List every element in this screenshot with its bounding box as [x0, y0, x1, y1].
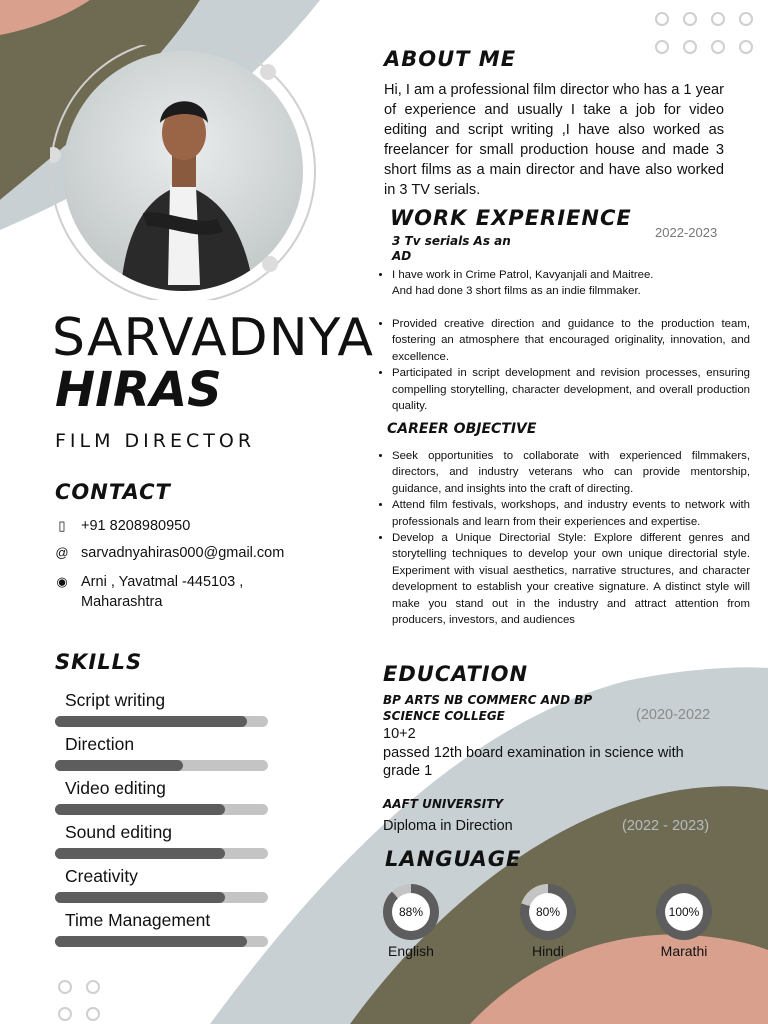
location-icon: ◉	[56, 574, 68, 589]
list-item: • Develop a Unique Directorial Style: Explore different genres and storytelling techniques to develop your own unique directorial style. Experiment with visual aesthetics, narrative structures, and character development to establish your creative signature. A distinct style will make you stand out in the industry and attract attention from producers, investors, and audiences	[392, 530, 750, 628]
skill-item	[55, 910, 268, 947]
skill-bar-fill	[55, 892, 225, 903]
about-text: Hi, I am a professional film director who has a 1 year of experience and usually I take a job for video editing and script writing ,I have also worked as freelancer for small production house and made 3 short films as a main director and have also worked in 3 TV serials.	[384, 82, 724, 198]
list-item: • I have work in Crime Patrol, Kavyanjali and Maitree. And had done 3 short films as an indie filmmaker.	[392, 267, 750, 300]
skill-label: Direction	[65, 734, 135, 754]
language-ring	[383, 884, 439, 940]
phone-text: +91 8208980950	[81, 518, 191, 534]
school2-name: AAFT UNIVERSITY	[383, 797, 504, 811]
last-name: HIRAS	[55, 362, 222, 418]
school1-name: BP ARTS NB COMMERC AND BP SCIENCE COLLEGE	[383, 693, 593, 723]
language-name: Marathi	[660, 943, 708, 959]
list-item: • Attend film festivals, workshops, and industry events to network with professionals and learn from their experiences and expertise.	[392, 497, 750, 530]
phone-icon: ▯	[58, 518, 66, 533]
list-item: • Provided creative direction and guidance to the production team, fostering an atmosphere that encouraged originality, innovation, and excellence.	[392, 316, 750, 365]
skill-label: Creativity	[65, 866, 138, 886]
first-name: SARVADNYA	[52, 308, 374, 368]
skill-item	[55, 778, 268, 815]
language-ring	[520, 884, 576, 940]
language-percent: 80%	[529, 893, 567, 931]
contact-heading: CONTACT	[55, 480, 171, 504]
skill-bar	[55, 760, 268, 771]
work-bullets	[377, 316, 750, 414]
at-icon: @	[55, 545, 69, 560]
contact-phone	[55, 518, 190, 534]
language-percent: 100%	[665, 893, 703, 931]
skill-label: Video editing	[65, 778, 166, 798]
work-date: 2022-2023	[655, 225, 718, 240]
email-text: sarvadnyahiras000@gmail.com	[81, 545, 285, 561]
school2-degree: Diploma in Direction	[383, 818, 513, 834]
skill-item	[55, 822, 268, 859]
role-title: FILM DIRECTOR	[55, 430, 256, 452]
school2-date: (2022 - 2023)	[622, 818, 710, 834]
school1-degree: 10+2	[383, 726, 416, 742]
skill-bar-fill	[55, 936, 247, 947]
skill-label: Time Management	[65, 910, 211, 930]
education-heading: EDUCATION	[383, 662, 529, 686]
contact-email	[55, 545, 284, 561]
skill-bar	[55, 936, 268, 947]
language-item	[513, 884, 583, 959]
list-item: • Seek opportunities to collaborate with experienced filmmakers, directors, and industry veterans who can provide mentorship, guidance, and insights into the craft of directing.	[392, 448, 750, 497]
language-ring	[656, 884, 712, 940]
skill-bar-fill	[55, 716, 247, 727]
work-summary	[377, 267, 750, 300]
school1-desc: passed 12th board examination in science with grade 1	[383, 745, 684, 779]
language-name: English	[388, 943, 434, 959]
skill-bar	[55, 892, 268, 903]
work-heading: WORK EXPERIENCE	[390, 206, 632, 230]
profile-photo	[50, 45, 320, 300]
skill-label: Sound editing	[65, 822, 173, 842]
skill-item	[55, 734, 268, 771]
skill-bar	[55, 804, 268, 815]
skill-item	[55, 690, 268, 727]
language-item	[376, 884, 446, 959]
skill-item	[55, 866, 268, 903]
language-heading: LANGUAGE	[385, 847, 522, 871]
language-percent: 88%	[392, 893, 430, 931]
skill-bar	[55, 716, 268, 727]
skills-heading: SKILLS	[55, 650, 143, 674]
career-bullets	[377, 448, 750, 628]
language-item	[649, 884, 719, 959]
address-text: Arni , Yavatmal -445103 , Maharashtra	[81, 574, 244, 610]
school1-date: (2020-2022	[636, 707, 711, 723]
language-name: Hindi	[532, 943, 564, 959]
skill-label: Script writing	[65, 690, 166, 710]
career-heading: CAREER OBJECTIVE	[387, 421, 537, 437]
work-role: 3 Tv serials As an AD	[392, 234, 511, 263]
contact-address	[55, 572, 243, 612]
skill-bar-fill	[55, 848, 225, 859]
about-heading: ABOUT ME	[384, 47, 517, 71]
skill-bar	[55, 848, 268, 859]
skill-bar-fill	[55, 760, 183, 771]
list-item: • Participated in script development and revision processes, ensuring compelling storytelling, character development, and overall production quality.	[392, 365, 750, 414]
skill-bar-fill	[55, 804, 225, 815]
